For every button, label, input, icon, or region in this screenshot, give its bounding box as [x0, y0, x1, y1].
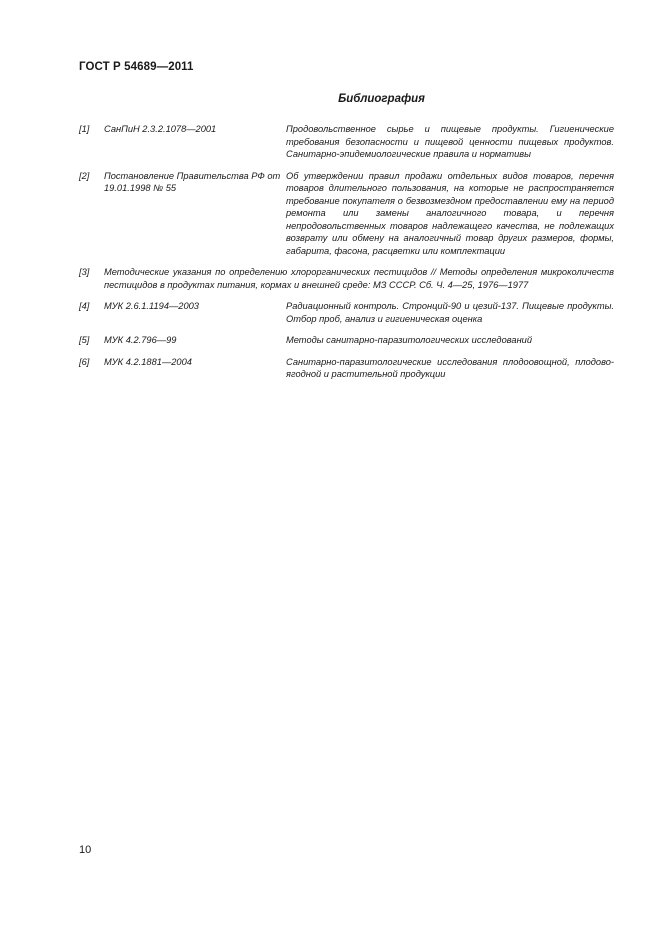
entry-description: Методы санитарно-паразитологических исследований — [286, 335, 533, 345]
entry-number: [3] — [79, 267, 90, 277]
bibliography-entry-3 — [79, 266, 614, 291]
entry-description: Санитарно-паразитологические исследования плодоовощной, плодово-ягодной и растительной продукции — [286, 356, 614, 379]
bibliography-entry-2 — [79, 170, 614, 258]
entry-description: Продовольственное сырье и пищевые продукты. Гигиенические требования безопасности и пищевой ценности пищевых продуктов. Санитарно-эпидемиологические правила и нормативы — [286, 124, 614, 159]
entry-source: МУК 2.6.1.1194—2003 — [104, 301, 199, 311]
entry-source: Постановление Правительства РФ от 19.01.1998 № 55 — [104, 170, 281, 193]
entry-number: [1] — [79, 124, 90, 134]
entry-number: [2] — [79, 170, 90, 181]
bibliography-entry-4 — [79, 300, 614, 325]
bibliography-entry-1 — [79, 123, 614, 161]
entry-number: [5] — [79, 335, 90, 345]
entry-description: Об утверждении правил продажи отдельных видов товаров, перечня товаров длительного пользования, на которые не распространяется требование покупателя о безвозмездном предоставлении ему на период ремонта или замены аналогичного товара, и перечня непродовольственных товаров надлежащего качества, не подлежащих возврату или обмену на аналогичный товар других размеров, формы, габарита, фасона, расцветки или комплектации — [286, 170, 614, 256]
entry-source: СанПиН 2.3.2.1078—2001 — [104, 124, 217, 134]
bibliography-entry-6 — [79, 356, 614, 381]
bibliography-title: Библиография — [338, 93, 425, 105]
entry-full-text: Методические указания по определению хлорорганических пестицидов // Методы определения микроколичеств пестицидов в продуктах питания, кормах и внешней среде: МЗ СССР. Сб. Ч. 4—25, 1976—1977 — [104, 267, 614, 290]
entry-source: МУК 4.2.796—99 — [104, 335, 177, 345]
bibliography-list — [79, 123, 614, 390]
entry-number: [6] — [79, 356, 90, 367]
entry-source: МУК 4.2.1881—2004 — [104, 356, 192, 367]
entry-number: [4] — [79, 301, 90, 311]
document-code: ГОСТ Р 54689—2011 — [79, 61, 194, 73]
bibliography-entry-5 — [79, 334, 614, 347]
page-number: 10 — [79, 844, 92, 856]
entry-description: Радиационный контроль. Стронций-90 и цезий-137. Пищевые продукты. Отбор проб, анализ и гигиеническая оценка — [286, 301, 614, 324]
